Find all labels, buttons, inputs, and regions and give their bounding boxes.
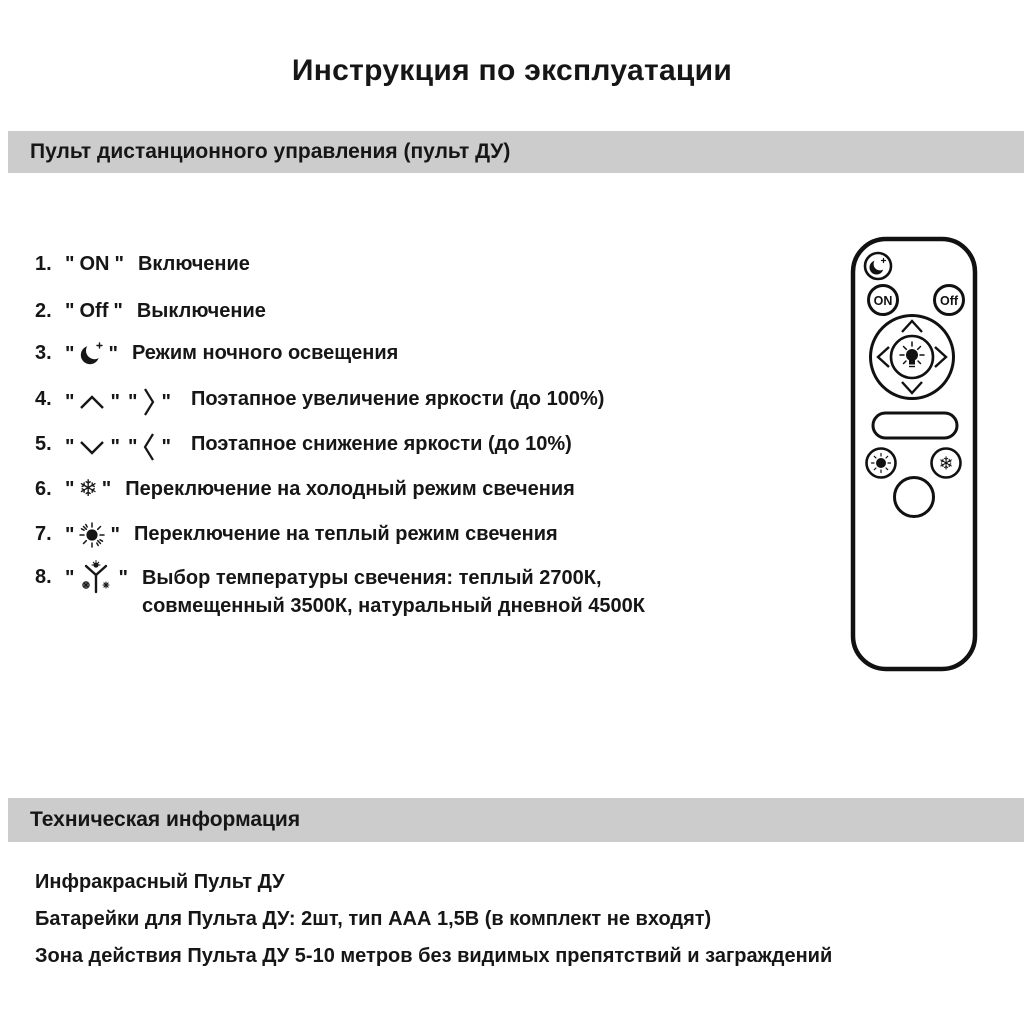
item-number: 4. bbox=[35, 388, 52, 410]
chevron-right-icon bbox=[141, 386, 157, 418]
item-number: 8. bbox=[35, 566, 52, 588]
remote-control-figure bbox=[850, 236, 978, 672]
chevron-left-icon bbox=[141, 431, 157, 463]
list-item-brightness-up: 4. " " " " Поэтапное увеличение яркости (до 100%) bbox=[35, 386, 604, 418]
item-number: 2. bbox=[35, 300, 52, 322]
snowflake-icon: ❄ bbox=[78, 476, 98, 502]
list-item-on bbox=[35, 251, 250, 277]
item-number: 5. bbox=[35, 433, 52, 455]
button-label-off: " Off " bbox=[65, 300, 123, 322]
item-text: Переключение на холодный режим свечения bbox=[125, 478, 575, 500]
page-title: Инструкция по эксплуатации bbox=[291, 54, 733, 87]
sun-icon bbox=[78, 521, 106, 549]
temperature-select-icon bbox=[78, 560, 114, 596]
chevron-up-icon bbox=[78, 393, 106, 411]
list-item-brightness-down: 5. " " " " Поэтапное снижение яркости (до 10%) bbox=[35, 431, 572, 463]
item-text: Выключение bbox=[136, 300, 266, 322]
item-text: Режим ночного освещения bbox=[131, 342, 399, 364]
svg-text:ON: ON bbox=[873, 294, 893, 308]
list-item-off bbox=[35, 298, 266, 324]
button-label-on: " ON " bbox=[65, 253, 124, 275]
sun-icon bbox=[876, 458, 886, 468]
list-item-night-mode: 3. " " Режим ночного освещения bbox=[35, 340, 398, 367]
item-number: 3. bbox=[35, 342, 52, 364]
item-text: Поэтапное увеличение яркости (до 100%) bbox=[190, 388, 605, 410]
item-text: Поэтапное снижение яркости (до 10%) bbox=[190, 433, 572, 455]
moon-icon bbox=[78, 340, 104, 367]
list-item-cold-mode: 6. " ❄ " Переключение на холодный режим свечения bbox=[35, 476, 575, 502]
snowflake-icon: ❄ bbox=[938, 453, 954, 475]
section-header-remote-label: Пульт дистанционного управления (пульт ДУ) bbox=[30, 140, 511, 163]
section-header-tech-label: Техническая информация bbox=[30, 808, 301, 831]
item-number: 7. bbox=[35, 523, 52, 545]
item-text: Выбор температуры свечения: теплый 2700К, совмещенный 3500К, натуральный дневной 4500К bbox=[141, 567, 645, 617]
item-number: 6. bbox=[35, 478, 52, 500]
svg-text:Off: Off bbox=[939, 294, 959, 308]
item-text: Переключение на теплый режим свечения bbox=[133, 523, 558, 545]
chevron-down-icon bbox=[78, 438, 106, 456]
tech-line-ir: Инфракрасный Пульт ДУ bbox=[35, 871, 285, 893]
tech-line-batteries: Батарейки для Пульта ДУ: 2шт, тип ААА 1,5В (в комплект не входят) bbox=[35, 908, 712, 930]
section-header-remote bbox=[8, 131, 1024, 173]
section-header-tech bbox=[8, 798, 1024, 842]
list-item-warm-mode: 7. " " Переключение на теплый режим свечения bbox=[35, 521, 558, 549]
list-item-temperature-select: 8. " " Выбор температуры свечения: теплый 2700К, совмещенный 3500К, натуральный дневной 4500К bbox=[35, 564, 645, 620]
tech-line-range: Зона действия Пульта ДУ 5-10 метров без видимых препятствий и заграждений bbox=[35, 945, 833, 967]
item-number: 1. bbox=[35, 253, 52, 275]
item-text: Включение bbox=[137, 253, 250, 275]
